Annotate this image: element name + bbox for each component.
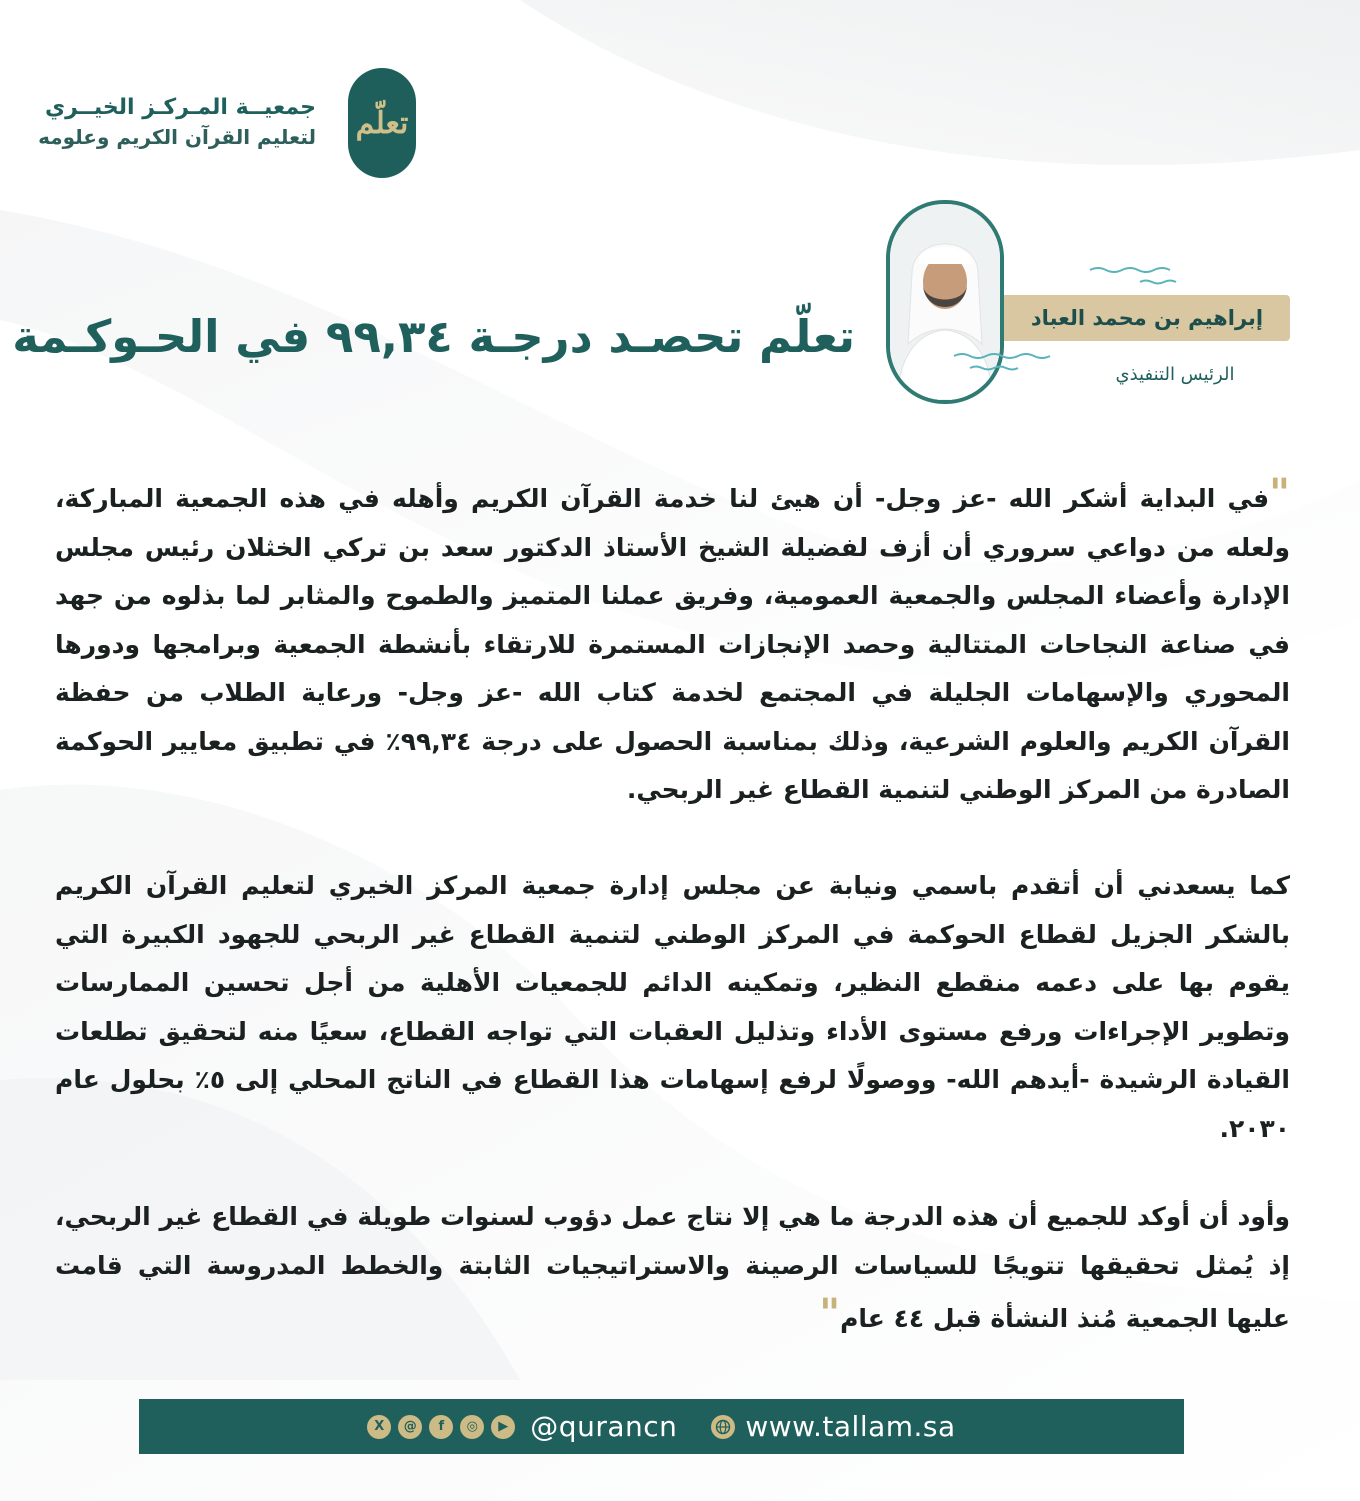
tallam-logo-icon	[348, 68, 416, 178]
logo-word: تعلّم	[355, 105, 409, 141]
youtube-icon[interactable]: ▶	[491, 1415, 515, 1439]
quote-paragraph-1	[55, 470, 1290, 815]
organization-header	[38, 68, 416, 183]
social-links	[367, 1410, 677, 1443]
quote-paragraph-2: كما يسعدني أن أتقدم باسمي ونيابة عن مجلس إدارة جمعية المركز الخيري لتعليم القرآن الكريم بالشكر الجزيل لقطاع الحوكمة في المركز الوطني لتنمية القطاع غير الربحي للجهود الكبيرة التي يقوم بها على دعمه منقطع النظير، وتمكينه الدائم للجمعيات الأهلية من أجل تحسين الممارسات وتطوير الإجراءات ورفع مستوى الأداء وتذليل العقبات التي تواجه القطاع، سعيًا منه لتحقيق تطلعات القيادة الرشيدة -أيدهم الله- ووصولًا لرفع إسهامات هذا القطاع في الناتج المحلي إلى ٥٪ بحلول عام ٢٠٣٠.	[55, 871, 1290, 1143]
page-title: تعلّم تحصـد درجـة ٩٩,٣٤ في الحـوكـمة	[12, 310, 855, 363]
organization-name: جمعيــة المـركـز الخيــري	[45, 95, 316, 120]
facebook-icon[interactable]: f	[429, 1415, 453, 1439]
instagram-icon[interactable]: ◎	[460, 1415, 484, 1439]
close-quote-mark: "	[819, 1290, 841, 1337]
name-tag	[1004, 295, 1290, 341]
footer-bar	[139, 1399, 1184, 1454]
person-role: الرئيس التنفيذي	[1115, 364, 1235, 385]
threads-icon[interactable]: @	[398, 1415, 422, 1439]
organization-text	[38, 94, 316, 152]
globe-icon	[711, 1415, 735, 1439]
paragraph-3-text: وأود أن أوكد للجميع أن هذه الدرجة ما هي إلا نتاج عمل دؤوب لسنوات طويلة في القطاع غير الربحي، إذ يُمثل تحقيقها تتويجًا للسياسات الرصينة والاستراتيجيات الثابتة والخطط المدروسة التي قامت عليها الجمعية مُنذ النشأة قبل ٤٤ عام	[55, 1202, 1290, 1333]
social-handle-link[interactable]: @qurancn	[530, 1410, 678, 1443]
paragraph-1-text: في البداية أشكر الله -عز وجل- أن هيئ لنا خدمة القرآن الكريم وأهله في هذه الجمعية المباركة، ولعله من دواعي سروري أن أزف لفضيلة الشيخ الأستاذ الدكتور سعد بن تركي الخثلان رئيس مجلس الإدارة وأعضاء المجلس والجمعية العمومية، وفريق عملنا المتميز والطموح والمثابر لما بذلوه من جهد في صناعة النجاحات المتتالية وحصد الإنجازات المستمرة للارتقاء بأنشطة الجمعية وبرامجها ودورها المحوري والإسهامات الجليلة في المجتمع لخدمة كتاب الله -عز وجل- ورعاية الطلاب من حفظة القرآن الكريم والعلوم الشرعية، وذلك بمناسبة الحصول على درجة ٩٩,٣٤٪ في تطبيق معايير الحوكمة الصادرة من المركز الوطني لتنمية القطاع غير الربحي.	[55, 484, 1291, 804]
organization-subtitle: لتعليم القرآن الكريم وعلومه	[38, 125, 316, 149]
person-name: إبراهيم بن محمد العباد	[1030, 306, 1264, 330]
x-icon[interactable]: X	[367, 1415, 391, 1439]
website-link[interactable]: www.tallam.sa	[745, 1410, 956, 1443]
open-quote-mark: "	[1269, 470, 1290, 517]
website	[711, 1410, 955, 1443]
quote-paragraph-3	[55, 1193, 1290, 1344]
